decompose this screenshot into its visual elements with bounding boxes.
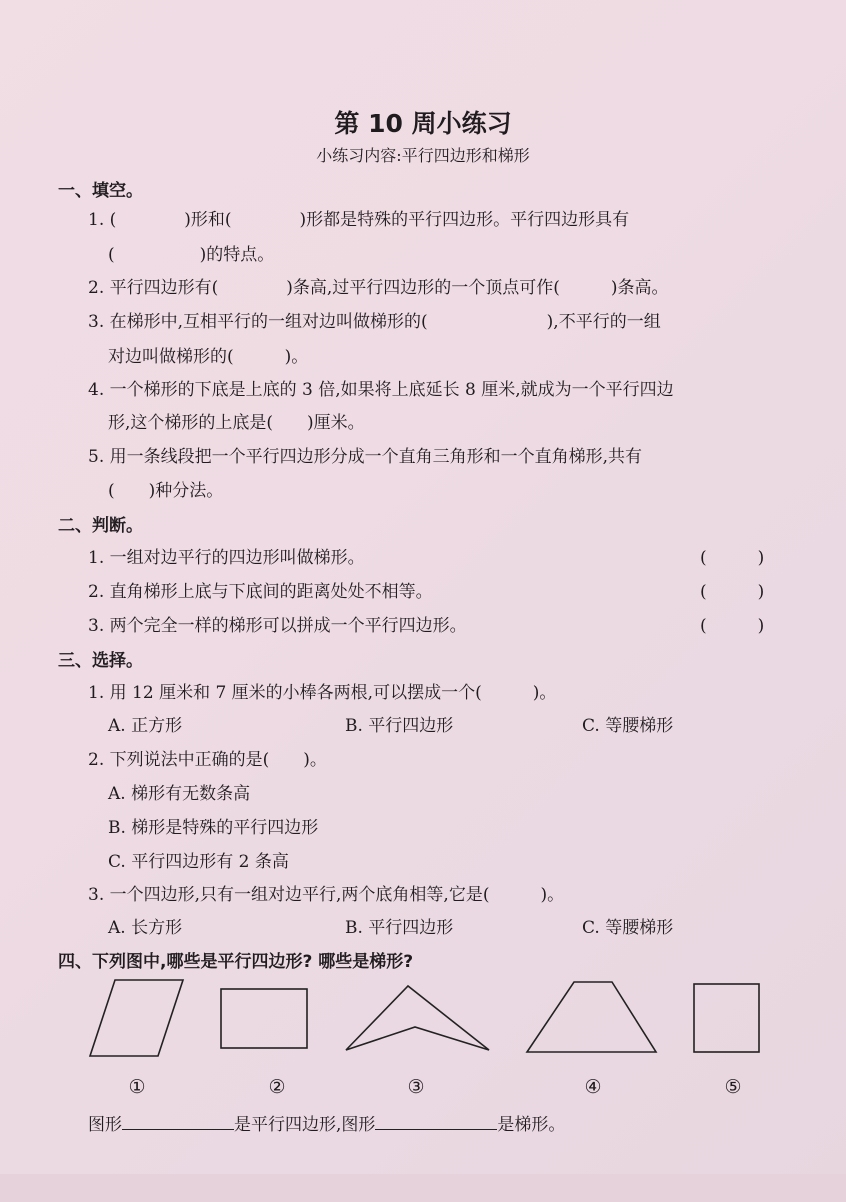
section-shapes-heading: 四、下列图中,哪些是平行四边形? 哪些是梯形?	[58, 952, 414, 972]
section-fill-blank-heading: 一、填空。	[58, 181, 143, 201]
shape-4-trapezoid	[527, 982, 656, 1052]
choice-q3-option-a: A. 长方形	[108, 918, 183, 938]
fill-q5-line1: 5. 用一条线段把一个平行四边形分成一个直角三角形和一个直角梯形,共有	[88, 447, 643, 467]
shape-1-parallelogram	[90, 980, 183, 1056]
fill-q4-line1: 4. 一个梯形的下底是上底的 3 倍,如果将上底延长 8 厘米,就成为一个平行四边	[88, 380, 674, 400]
section-choice-heading: 三、选择。	[58, 651, 143, 671]
shape-5-square	[694, 984, 759, 1052]
shape-2-rectangle	[221, 989, 307, 1048]
shape-label-1: ①	[128, 1076, 146, 1098]
page-subtitle: 小练习内容:平行四边形和梯形	[316, 146, 530, 165]
judge-q3-answer-paren: ( )	[700, 616, 765, 636]
judge-q2-answer-paren: ( )	[700, 582, 765, 602]
choice-q3: 3. 一个四边形,只有一组对边平行,两个底角相等,它是( )。	[88, 885, 565, 905]
fill-q3-line2: 对边叫做梯形的( )。	[108, 347, 309, 367]
choice-q1-option-a: A. 正方形	[108, 716, 183, 736]
choice-q1: 1. 用 12 厘米和 7 厘米的小棒各两根,可以摆成一个( )。	[88, 683, 557, 703]
choice-q2-option-a: A. 梯形有无数条高	[108, 784, 251, 804]
shape-label-3: ③	[407, 1076, 425, 1098]
fill-q4-line2: 形,这个梯形的上底是( )厘米。	[108, 413, 365, 433]
choice-q2-option-c: C. 平行四边形有 2 条高	[108, 852, 289, 872]
answer-middle: 是平行四边形,图形	[234, 1115, 376, 1135]
section-judge-heading: 二、判断。	[58, 516, 143, 536]
judge-q3: 3. 两个完全一样的梯形可以拼成一个平行四边形。	[88, 616, 467, 636]
choice-q2-option-b: B. 梯形是特殊的平行四边形	[108, 818, 319, 838]
judge-q1: 1. 一组对边平行的四边形叫做梯形。	[88, 548, 365, 568]
fill-q3-line1: 3. 在梯形中,互相平行的一组对边叫做梯形的( ),不平行的一组	[88, 312, 661, 332]
fill-q1-line2: ( )的特点。	[108, 245, 275, 265]
choice-q1-option-b: B. 平行四边形	[345, 716, 454, 736]
trapezoid-answer-blank[interactable]	[375, 1115, 497, 1130]
judge-q1-answer-paren: ( )	[700, 548, 765, 568]
page-title: 第 10 周小练习	[334, 109, 512, 138]
parallelogram-answer-blank[interactable]	[122, 1115, 234, 1130]
shape-3-dart	[346, 986, 489, 1050]
choice-q2: 2. 下列说法中正确的是( )。	[88, 750, 327, 770]
fill-q1-line1: 1. ( )形和( )形都是特殊的平行四边形。平行四边形具有	[88, 210, 630, 230]
judge-q2: 2. 直角梯形上底与下底间的距离处处不相等。	[88, 582, 433, 602]
choice-q3-option-b: B. 平行四边形	[345, 918, 454, 938]
fill-q2: 2. 平行四边形有( )条高,过平行四边形的一个顶点可作( )条高。	[88, 278, 669, 298]
answer-suffix: 是梯形。	[497, 1115, 566, 1135]
choice-q3-option-c: C. 等腰梯形	[582, 918, 674, 938]
answer-prefix: 图形	[88, 1115, 122, 1135]
shapes-answer-line	[88, 1110, 565, 1135]
shape-label-2: ②	[268, 1076, 286, 1098]
shape-label-5: ⑤	[724, 1076, 742, 1098]
fill-q5-line2: ( )种分法。	[108, 481, 224, 501]
choice-q1-option-c: C. 等腰梯形	[582, 716, 674, 736]
shape-label-4: ④	[584, 1076, 602, 1098]
page-bottom-edge	[0, 1174, 846, 1202]
